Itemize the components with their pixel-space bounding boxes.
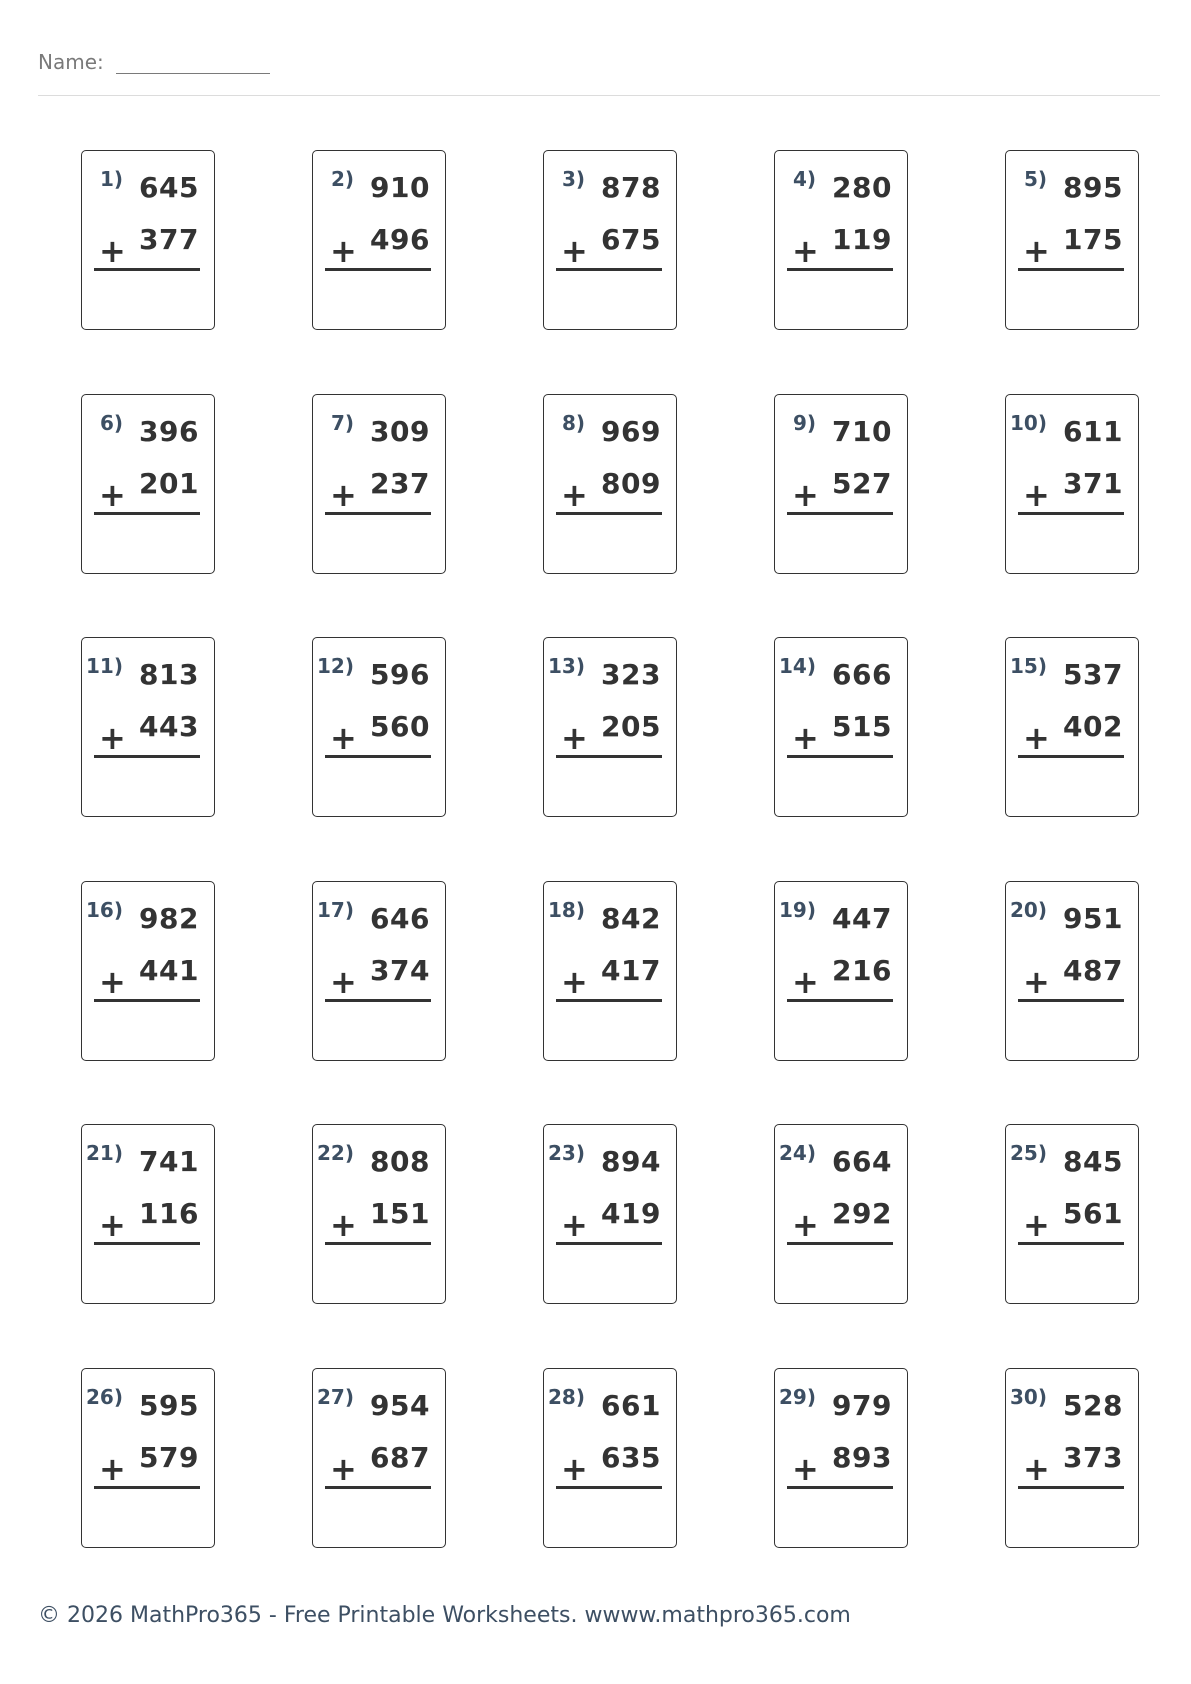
problem-item bbox=[266, 881, 497, 1125]
problem-number: 5) bbox=[1023, 167, 1047, 191]
answer-line bbox=[1018, 755, 1124, 758]
addend-top: 309 bbox=[370, 414, 430, 448]
problem-number: 21) bbox=[86, 1141, 123, 1165]
addend-bottom: 496 bbox=[370, 223, 430, 256]
problem-number: 13) bbox=[548, 654, 585, 678]
problem-item bbox=[497, 637, 728, 881]
addend-top: 845 bbox=[1063, 1145, 1123, 1178]
problem-card[interactable] bbox=[543, 881, 677, 1061]
answer-line bbox=[325, 1486, 431, 1489]
problem-item bbox=[497, 394, 728, 638]
addend-bottom: 560 bbox=[370, 710, 430, 743]
addend-top: 969 bbox=[601, 414, 661, 448]
problem-item bbox=[266, 637, 497, 881]
problem-card[interactable] bbox=[543, 637, 677, 817]
problem-item bbox=[35, 637, 266, 881]
problem-number: 8) bbox=[561, 410, 585, 435]
answer-line bbox=[325, 268, 431, 271]
answer-line bbox=[556, 999, 662, 1002]
addend-bottom: 374 bbox=[370, 953, 430, 987]
problem-card[interactable] bbox=[1005, 881, 1139, 1061]
addend-bottom: 292 bbox=[832, 1197, 892, 1230]
addend-bottom: 443 bbox=[139, 710, 199, 743]
addend-bottom: 893 bbox=[832, 1440, 892, 1474]
addend-bottom: 419 bbox=[601, 1197, 661, 1230]
problem-card[interactable] bbox=[543, 150, 677, 330]
problem-number: 16) bbox=[86, 897, 123, 922]
problem-card[interactable] bbox=[312, 637, 446, 817]
addend-bottom: 116 bbox=[139, 1197, 199, 1230]
problem-item bbox=[35, 1368, 266, 1612]
addend-bottom: 809 bbox=[601, 466, 661, 500]
addend-top: 813 bbox=[139, 658, 199, 691]
problem-card[interactable] bbox=[312, 1124, 446, 1304]
problem-number: 4) bbox=[792, 167, 816, 191]
problem-number: 19) bbox=[779, 897, 816, 922]
addend-bottom: 371 bbox=[1063, 466, 1123, 500]
addend-bottom: 687 bbox=[370, 1440, 430, 1474]
plus-sign: + bbox=[561, 1449, 588, 1488]
problem-number: 3) bbox=[561, 167, 585, 191]
addend-bottom: 151 bbox=[370, 1197, 430, 1230]
addend-bottom: 515 bbox=[832, 710, 892, 743]
plus-sign: + bbox=[1023, 1206, 1050, 1244]
problem-card[interactable] bbox=[774, 881, 908, 1061]
problem-item bbox=[728, 881, 959, 1125]
addend-top: 741 bbox=[139, 1145, 199, 1178]
plus-sign: + bbox=[561, 962, 588, 1001]
plus-sign: + bbox=[792, 232, 819, 270]
problem-number: 25) bbox=[1010, 1141, 1047, 1165]
plus-sign: + bbox=[330, 232, 357, 270]
addend-bottom: 377 bbox=[139, 223, 199, 256]
addend-bottom: 635 bbox=[601, 1440, 661, 1474]
addend-top: 528 bbox=[1063, 1388, 1123, 1422]
answer-line bbox=[1018, 268, 1124, 271]
answer-line bbox=[787, 755, 893, 758]
answer-line bbox=[325, 512, 431, 515]
problem-number: 2) bbox=[330, 167, 354, 191]
addend-top: 280 bbox=[832, 171, 892, 204]
addend-bottom: 441 bbox=[139, 953, 199, 987]
problem-card[interactable] bbox=[774, 394, 908, 574]
addend-top: 910 bbox=[370, 171, 430, 204]
problem-item bbox=[728, 150, 959, 394]
addend-bottom: 675 bbox=[601, 223, 661, 256]
addend-bottom: 487 bbox=[1063, 953, 1123, 987]
answer-line bbox=[94, 268, 200, 271]
problem-card[interactable] bbox=[312, 394, 446, 574]
problem-number: 26) bbox=[86, 1384, 123, 1409]
plus-sign: + bbox=[561, 719, 588, 757]
plus-sign: + bbox=[330, 475, 357, 514]
answer-line bbox=[556, 1486, 662, 1489]
problem-item bbox=[959, 150, 1190, 394]
problem-card[interactable] bbox=[543, 1368, 677, 1548]
problem-item bbox=[959, 637, 1190, 881]
problem-card[interactable] bbox=[774, 1368, 908, 1548]
problem-number: 14) bbox=[779, 654, 816, 678]
answer-line bbox=[325, 999, 431, 1002]
addend-top: 537 bbox=[1063, 658, 1123, 691]
problem-card[interactable] bbox=[1005, 637, 1139, 817]
problem-card[interactable] bbox=[81, 150, 215, 330]
plus-sign: + bbox=[330, 962, 357, 1001]
addend-top: 323 bbox=[601, 658, 661, 691]
addend-bottom: 527 bbox=[832, 466, 892, 500]
addend-top: 396 bbox=[139, 414, 199, 448]
problem-item bbox=[728, 637, 959, 881]
problem-number: 22) bbox=[317, 1141, 354, 1165]
answer-line bbox=[787, 1242, 893, 1245]
problem-number: 12) bbox=[317, 654, 354, 678]
problem-item bbox=[35, 881, 266, 1125]
answer-line bbox=[556, 755, 662, 758]
problem-grid bbox=[0, 150, 1191, 1611]
problem-card[interactable] bbox=[1005, 1124, 1139, 1304]
problem-card[interactable] bbox=[774, 150, 908, 330]
problem-card[interactable] bbox=[312, 150, 446, 330]
answer-line bbox=[787, 268, 893, 271]
answer-line bbox=[1018, 1242, 1124, 1245]
problem-item bbox=[497, 150, 728, 394]
answer-line bbox=[556, 512, 662, 515]
problem-card[interactable] bbox=[81, 637, 215, 817]
addend-top: 710 bbox=[832, 414, 892, 448]
plus-sign: + bbox=[99, 1449, 126, 1488]
addend-bottom: 579 bbox=[139, 1440, 199, 1474]
problem-card[interactable] bbox=[1005, 394, 1139, 574]
problem-card[interactable] bbox=[81, 394, 215, 574]
plus-sign: + bbox=[792, 719, 819, 757]
problem-item bbox=[959, 394, 1190, 638]
problem-number: 29) bbox=[779, 1384, 816, 1409]
addend-bottom: 237 bbox=[370, 466, 430, 500]
problem-number: 18) bbox=[548, 897, 585, 922]
problem-number: 9) bbox=[792, 410, 816, 435]
problem-item bbox=[728, 394, 959, 638]
plus-sign: + bbox=[561, 475, 588, 514]
plus-sign: + bbox=[1023, 719, 1050, 757]
answer-line bbox=[94, 1486, 200, 1489]
addend-bottom: 402 bbox=[1063, 710, 1123, 743]
problem-card[interactable] bbox=[543, 394, 677, 574]
problem-item bbox=[35, 1124, 266, 1368]
problem-number: 30) bbox=[1010, 1384, 1047, 1409]
addend-bottom: 205 bbox=[601, 710, 661, 743]
problem-item bbox=[497, 881, 728, 1125]
addend-top: 894 bbox=[601, 1145, 661, 1178]
problem-item bbox=[497, 1368, 728, 1612]
problem-item bbox=[266, 150, 497, 394]
problem-item bbox=[728, 1368, 959, 1612]
problem-item bbox=[959, 1368, 1190, 1612]
plus-sign: + bbox=[99, 475, 126, 514]
addend-top: 664 bbox=[832, 1145, 892, 1178]
problem-card[interactable] bbox=[81, 1124, 215, 1304]
addend-bottom: 119 bbox=[832, 223, 892, 256]
addend-top: 596 bbox=[370, 658, 430, 691]
addend-top: 611 bbox=[1063, 414, 1123, 448]
addend-top: 878 bbox=[601, 171, 661, 204]
problem-number: 27) bbox=[317, 1384, 354, 1409]
problem-number: 24) bbox=[779, 1141, 816, 1165]
problem-item bbox=[266, 394, 497, 638]
answer-line bbox=[1018, 1486, 1124, 1489]
plus-sign: + bbox=[330, 1449, 357, 1488]
answer-line bbox=[94, 1242, 200, 1245]
problem-card[interactable] bbox=[774, 637, 908, 817]
addend-top: 808 bbox=[370, 1145, 430, 1178]
plus-sign: + bbox=[330, 719, 357, 757]
problem-card[interactable] bbox=[1005, 150, 1139, 330]
problem-item bbox=[959, 1124, 1190, 1368]
answer-line bbox=[787, 1486, 893, 1489]
plus-sign: + bbox=[1023, 1449, 1050, 1488]
problem-number: 10) bbox=[1010, 410, 1047, 435]
problem-item bbox=[35, 394, 266, 638]
plus-sign: + bbox=[330, 1206, 357, 1244]
answer-line bbox=[325, 755, 431, 758]
problem-card[interactable] bbox=[312, 881, 446, 1061]
plus-sign: + bbox=[792, 1449, 819, 1488]
header-divider bbox=[38, 95, 1160, 96]
addend-top: 842 bbox=[601, 901, 661, 935]
answer-line bbox=[94, 999, 200, 1002]
answer-line bbox=[1018, 512, 1124, 515]
name-blank-line[interactable] bbox=[116, 53, 270, 74]
addend-top: 595 bbox=[139, 1388, 199, 1422]
problem-item bbox=[728, 1124, 959, 1368]
addend-top: 646 bbox=[370, 901, 430, 935]
addend-top: 895 bbox=[1063, 171, 1123, 204]
problem-item bbox=[35, 150, 266, 394]
addend-top: 645 bbox=[139, 171, 199, 204]
addend-bottom: 373 bbox=[1063, 1440, 1123, 1474]
addend-top: 661 bbox=[601, 1388, 661, 1422]
addend-bottom: 201 bbox=[139, 466, 199, 500]
problem-card[interactable] bbox=[774, 1124, 908, 1304]
answer-line bbox=[94, 755, 200, 758]
plus-sign: + bbox=[1023, 232, 1050, 270]
addend-top: 447 bbox=[832, 901, 892, 935]
addend-top: 666 bbox=[832, 658, 892, 691]
plus-sign: + bbox=[792, 1206, 819, 1244]
addend-bottom: 561 bbox=[1063, 1197, 1123, 1230]
problem-number: 6) bbox=[99, 410, 123, 435]
addend-top: 951 bbox=[1063, 901, 1123, 935]
problem-item bbox=[266, 1368, 497, 1612]
problem-number: 7) bbox=[330, 410, 354, 435]
plus-sign: + bbox=[99, 719, 126, 757]
problem-card[interactable] bbox=[81, 1368, 215, 1548]
plus-sign: + bbox=[561, 232, 588, 270]
addend-bottom: 216 bbox=[832, 953, 892, 987]
answer-line bbox=[556, 268, 662, 271]
addend-top: 979 bbox=[832, 1388, 892, 1422]
addend-top: 954 bbox=[370, 1388, 430, 1422]
plus-sign: + bbox=[99, 962, 126, 1001]
addend-bottom: 175 bbox=[1063, 223, 1123, 256]
plus-sign: + bbox=[792, 962, 819, 1001]
problem-item bbox=[959, 881, 1190, 1125]
problem-card[interactable] bbox=[543, 1124, 677, 1304]
plus-sign: + bbox=[561, 1206, 588, 1244]
answer-line bbox=[94, 512, 200, 515]
problem-card[interactable] bbox=[1005, 1368, 1139, 1548]
answer-line bbox=[325, 1242, 431, 1245]
problem-number: 11) bbox=[86, 654, 123, 678]
problem-number: 20) bbox=[1010, 897, 1047, 922]
answer-line bbox=[1018, 999, 1124, 1002]
plus-sign: + bbox=[1023, 962, 1050, 1001]
addend-top: 982 bbox=[139, 901, 199, 935]
problem-number: 23) bbox=[548, 1141, 585, 1165]
answer-line bbox=[787, 512, 893, 515]
plus-sign: + bbox=[792, 475, 819, 514]
addend-bottom: 417 bbox=[601, 953, 661, 987]
problem-item bbox=[266, 1124, 497, 1368]
problem-card[interactable] bbox=[312, 1368, 446, 1548]
problem-number: 1) bbox=[99, 167, 123, 191]
problem-number: 15) bbox=[1010, 654, 1047, 678]
plus-sign: + bbox=[1023, 475, 1050, 514]
plus-sign: + bbox=[99, 1206, 126, 1244]
problem-number: 28) bbox=[548, 1384, 585, 1409]
problem-number: 17) bbox=[317, 897, 354, 922]
name-label: Name: bbox=[38, 50, 104, 74]
footer-copyright: © 2026 MathPro365 - Free Printable Worksheets. wwww.mathpro365.com bbox=[38, 1603, 851, 1628]
problem-card[interactable] bbox=[81, 881, 215, 1061]
answer-line bbox=[787, 999, 893, 1002]
plus-sign: + bbox=[99, 232, 126, 270]
name-field-row bbox=[38, 50, 270, 74]
problem-item bbox=[497, 1124, 728, 1368]
answer-line bbox=[556, 1242, 662, 1245]
